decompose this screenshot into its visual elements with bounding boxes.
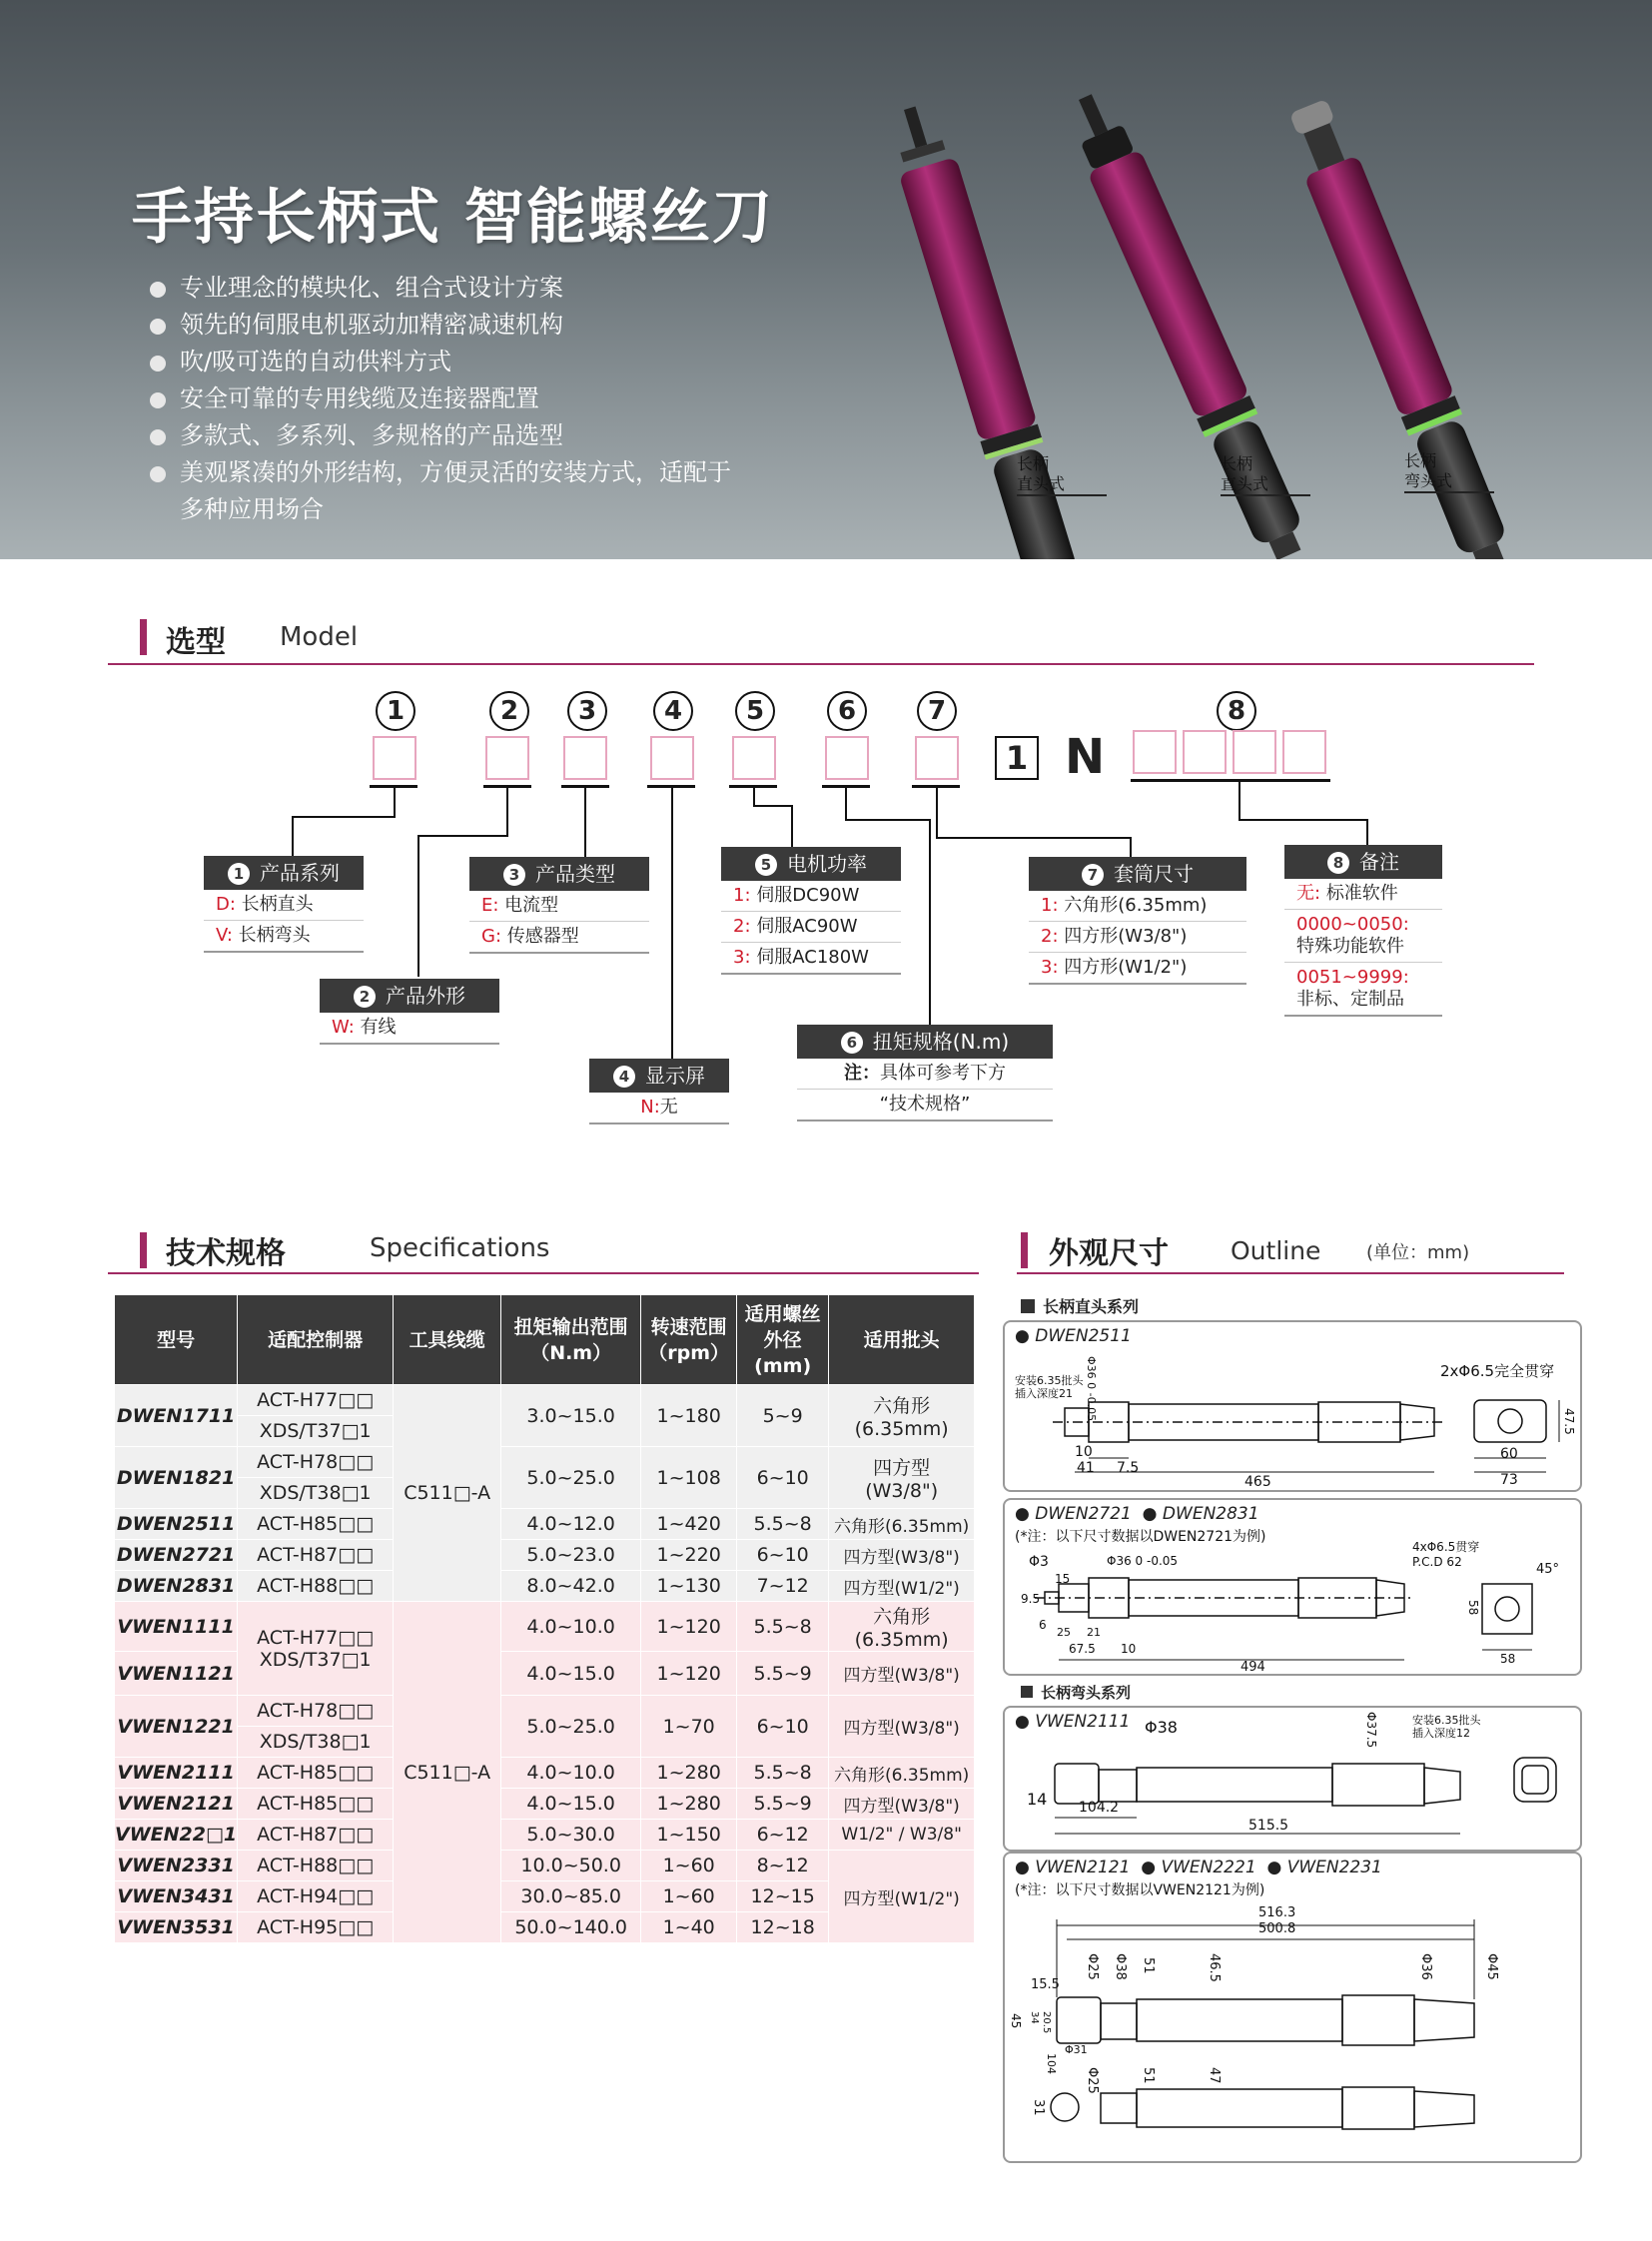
dim: Φ31 [1065,2043,1088,2056]
dim: 25 [1057,1626,1071,1639]
table-row: DWEN1711 ACT-H77□□ C511□-A 3.0~15.0 1~180 5~9 六角形 (6.35mm) [115,1385,975,1416]
dim: 515.5 [1248,1818,1289,1834]
outline-section-title: 外观尺寸 [1049,1236,1169,1271]
table-row: XDS/T37□1 [115,1416,975,1447]
connector-line [417,835,419,977]
header-cable: 工具线缆 [394,1295,501,1385]
code-box [1183,730,1227,774]
code-box [1233,730,1276,774]
outline-box-vwen2121 [1003,1852,1582,2163]
option-box-product-shape: 2 产品外形 W: 有线 [320,979,499,1045]
connector-line [584,787,586,857]
option-box-product-type: 3 产品类型 E: 电流型 G: 传感器型 [469,857,649,954]
position-number: 1 [376,691,415,731]
dim: 73 [1500,1472,1518,1488]
position-number: 5 [735,691,775,731]
section-divider [108,663,1534,665]
feature-item: 安全可靠的专用线缆及连接器配置 [150,378,539,413]
dim: Φ45 [1484,1953,1499,1980]
connector-line [417,835,508,837]
spec-table [114,1294,975,1943]
dim: 10 [1075,1444,1093,1460]
section-marker [140,1232,147,1268]
position-number: 8 [1217,691,1256,731]
code-box [732,736,776,780]
dim: Φ36 0 -0.05 [1107,1554,1179,1568]
header-controller: 适配控制器 [238,1295,394,1385]
dim-diameter: Φ36 0 -0.05 [1085,1356,1098,1422]
dim-hole: 4xΦ6.5贯穿 P.C.D 62 [1412,1540,1480,1569]
model-section-title: 选型 [166,625,226,660]
dim-note: 安装6.35批头 插入深度21 [1015,1374,1084,1400]
header-model: 型号 [115,1295,238,1385]
header-speed: 转速范围 （rpm） [641,1295,737,1385]
table-row: DWEN2721 ACT-H87□□ 5.0~23.0 1~220 6~10 四方型(W3/8") [115,1540,975,1571]
page-title: 手持长柄式 智能螺丝刀 [132,183,774,253]
dim: 6 [1039,1618,1047,1632]
dim: 500.8 [1258,1921,1296,1936]
table-row: VWEN1221 ACT-H78□□ 5.0~25.0 1~70 6~10 四方型(W3/8") [115,1696,975,1727]
header-screw: 适用螺丝 外径(mm) [737,1295,829,1385]
connector-line [292,816,396,818]
code-box [1133,730,1177,774]
code-underline [1131,779,1330,782]
connector-line [936,787,938,839]
position-number: 3 [567,691,607,731]
tool-label: 长柄 直头式 [1017,454,1107,496]
table-row: XDS/T38□1 [115,1478,975,1509]
position-number: 7 [917,691,957,731]
square-bullet-icon [1021,1686,1033,1698]
table-row: XDS/T38□1 [115,1727,975,1758]
dim: 494 [1240,1660,1265,1675]
connector-line [845,819,931,821]
unit-note: (单位：mm) [1366,1242,1470,1263]
option-box-motor-power: 5 电机功率 1: 伺服DC90W 2: 伺服AC90W 3: 伺服AC180W [721,847,901,975]
dim: 15 [1055,1572,1071,1586]
section-marker [140,619,147,655]
dim: 46.5 [1207,1953,1222,1982]
dim: 45° [1536,1562,1560,1577]
dim: Φ36 [1418,1953,1433,1980]
table-row: VWEN2331 ACT-H88□□ 10.0~50.0 1~60 8~12 四方型(W1/2") [115,1851,975,1881]
dim: Φ3 [1029,1554,1049,1570]
hero-banner [0,0,1652,559]
dim: 104.2 [1079,1800,1120,1816]
table-row: DWEN1821 ACT-H78□□ 5.0~25.0 1~108 6~10 四方型 (W3/8") [115,1447,975,1478]
section-divider [1017,1272,1564,1274]
outline-title: ● VWEN2121 ● VWEN2221 ● VWEN2231 [1015,1858,1382,1877]
table-row: VWEN2121 ACT-H85□□ 4.0~15.0 1~280 5.5~9 四方型(W3/8") [115,1789,975,1820]
dim: Φ38 [1113,1953,1128,1980]
dim: 10 [1121,1642,1137,1656]
fixed-letter: N [1065,729,1106,785]
spec-section-subtitle: Specifications [370,1233,550,1263]
connector-line [845,787,847,821]
connector-line [394,787,396,817]
bullet-icon [150,319,166,335]
feature-item: 吹/吸可选的自动供料方式 [150,342,451,376]
feature-item: 专业理念的模块化、组合式设计方案 [150,268,563,303]
section-marker [1021,1232,1028,1268]
table-row: VWEN1111 ACT-H77□□ XDS/T37□1 C511□-A 4.0~10.0 1~120 5.5~8 六角形 (6.35mm) [115,1602,975,1652]
outline-note: (*注：以下尺寸数据以DWEN2721为例) [1015,1529,1266,1545]
feature-item: 美观紧凑的外形结构，方便灵活的安装方式，适配于 [150,452,731,487]
header-bit: 适用批头 [829,1295,975,1385]
dim: 60 [1500,1446,1518,1462]
dim: 51 [1141,1957,1156,1974]
outline-title: ● DWEN2721 ● DWEN2831 [1015,1504,1259,1524]
dim: 21 [1087,1626,1101,1639]
bullet-icon [150,466,166,482]
square-bullet-icon [1021,1299,1035,1313]
connector-line [671,787,673,1059]
dim: 14 [1027,1790,1048,1809]
option-box-display: 4 显示屏 N:无 [589,1059,729,1124]
spec-section-title: 技术规格 [166,1236,286,1271]
dim: Φ37.5 [1364,1712,1378,1749]
fixed-digit-box: 1 [995,736,1039,780]
connector-line [506,787,508,837]
dim: 9.5 [1021,1592,1041,1606]
dim-hole: 2xΦ6.5完全贯穿 [1440,1362,1555,1380]
outline-box-vwen2111 [1003,1706,1582,1852]
cable-cell: C511□-A [394,1385,501,1602]
straight-series-label: 长柄直头系列 [1021,1294,1139,1317]
bullet-icon [150,429,166,445]
tool-label: 长柄 弯头式 [1404,451,1494,493]
outline-note: (*注：以下尺寸数据以VWEN2121为例) [1015,1882,1265,1898]
outline-box-dwen2511 [1003,1320,1582,1492]
dim: 41 [1077,1460,1095,1476]
option-box-torque-spec: 6 扭矩规格(N.m) 注：具体可参考下方 “技术规格” [797,1025,1053,1121]
dim: 47 [1207,2067,1222,2084]
dim: Φ38 [1145,1718,1178,1737]
connector-line [753,787,755,807]
vwen2111-drawing [1005,1708,1580,1850]
cable-cell: C511□-A [394,1602,501,1943]
position-number: 6 [827,691,867,731]
code-box [563,736,607,780]
option-box-remarks: 8 备注 无: 标准软件 0000~0050: 特殊功能软件 0051~9999: 非标、定制品 [1284,845,1442,1017]
feature-item-continued: 多种应用场合 [180,495,324,523]
outline-section-subtitle: Outline [1231,1236,1321,1265]
table-row: VWEN3531 ACT-H95□□ 50.0~140.0 1~40 12~18 [115,1912,975,1943]
feature-item: 多款式、多系列、多规格的产品选型 [150,415,563,450]
connector-line [1239,781,1240,821]
dim-note: 安装6.35批头 插入深度12 [1412,1714,1481,1740]
bullet-icon [150,282,166,298]
outline-title: ● DWEN2511 [1015,1326,1132,1346]
table-row: VWEN3431 ACT-H94□□ 30.0~85.0 1~60 12~15 [115,1881,975,1912]
angle-series-label: 长柄弯头系列 [1021,1682,1131,1703]
dim: 47.5 [1562,1408,1576,1435]
dim: 15.5 [1031,1977,1060,1992]
dim: 20.5 [1041,2011,1052,2034]
outline-title: ● VWEN2111 [1015,1712,1131,1732]
connector-line [791,805,793,847]
code-box [373,736,416,780]
connector-line [929,819,931,1025]
connector-line [1366,819,1368,845]
connector-line [292,816,294,860]
code-box [650,736,694,780]
dim: 58 [1466,1600,1480,1616]
header-torque: 扭矩输出范围 （N.m） [501,1295,641,1385]
code-box [825,736,869,780]
position-number: 2 [489,691,529,731]
table-row: DWEN2831 ACT-H88□□ 8.0~42.0 1~130 7~12 四方型(W1/2") [115,1571,975,1602]
model-section-subtitle: Model [280,622,359,652]
vwen2121-drawing [1005,1854,1580,2161]
dim: 7.5 [1117,1460,1140,1476]
dim: Φ25 [1085,1953,1100,1980]
table-row: VWEN1121 4.0~15.0 1~120 5.5~9 四方型(W3/8") [115,1652,975,1696]
feature-item: 领先的伺服电机驱动加精密减速机构 [150,305,563,340]
dim: 45 [1009,2013,1023,2029]
dim: 465 [1244,1474,1271,1490]
connector-line [753,805,793,807]
dim: 31 [1031,2099,1046,2116]
dim: 104 [1045,2053,1058,2074]
code-box [485,736,529,780]
table-row: DWEN2511 ACT-H85□□ 4.0~12.0 1~420 5.5~8 六角形(6.35mm) [115,1509,975,1540]
position-number: 4 [653,691,693,731]
bullet-icon [150,356,166,372]
dim: 34 [1029,2011,1040,2024]
code-box [915,736,959,780]
dim: 58 [1500,1652,1516,1666]
option-box-product-series: 1 产品系列 D: 长柄直头 V: 长柄弯头 [204,856,364,953]
connector-line [1130,837,1132,857]
tool-label: 长柄 直头式 [1221,454,1310,496]
connector-line [1239,819,1368,821]
dim: Φ25 [1085,2067,1100,2094]
outline-box-dwen2721 [1003,1498,1582,1676]
bullet-icon [150,392,166,408]
table-row: VWEN22□1 ACT-H87□□ 5.0~30.0 1~150 6~12 W1/2" / W3/8" [115,1820,975,1851]
dim: 516.3 [1258,1905,1296,1920]
section-divider [108,1272,979,1274]
dim: 51 [1141,2067,1156,2084]
code-box [1282,730,1326,774]
table-row: VWEN2111 ACT-H85□□ 4.0~10.0 1~280 5.5~8 六角形(6.35mm) [115,1758,975,1789]
option-box-socket-size: 7 套筒尺寸 1: 六角形(6.35mm) 2: 四方形(W3/8") 3: 四方形(W1/2") [1029,857,1246,985]
dim: 67.5 [1069,1642,1096,1656]
connector-line [936,837,1132,839]
